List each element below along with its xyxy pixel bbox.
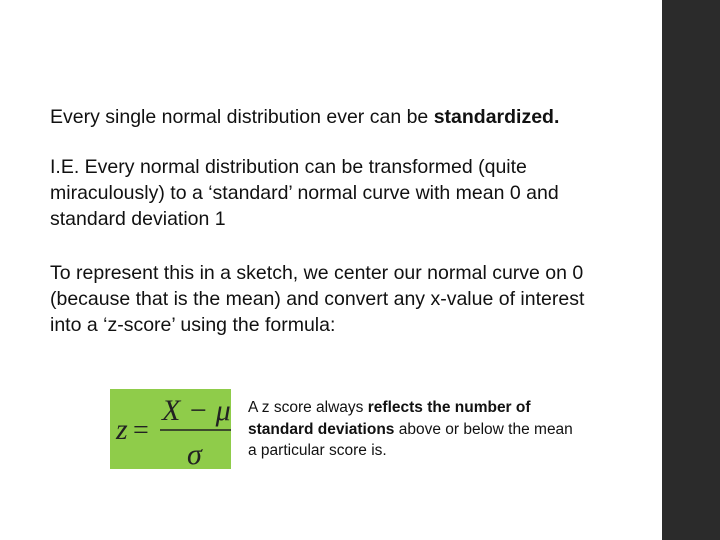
formula-numerator: X − μ (162, 394, 231, 427)
note-text1: A z score always (248, 399, 368, 416)
paragraph1-text: Every single normal distribution ever can be (50, 106, 434, 128)
formula-equals: = (133, 415, 149, 446)
paragraph-transformation: I.E. Every normal distribution can be transformed (quite miraculously) to a ‘standard’ normal curve with mean 0 and standard deviation 1 (50, 156, 559, 230)
note-text2: above or below the mean a particular score is. (248, 420, 573, 459)
right-sidebar-bar (662, 0, 720, 540)
z-score-note (248, 397, 578, 462)
paragraph-standardized (50, 104, 640, 130)
formula-denominator: σ (187, 438, 202, 469)
note-bold: reflects the number of standard deviations (248, 399, 531, 438)
z-score-formula (110, 389, 231, 469)
paragraph-sketch: To represent this in a sketch, we center our normal curve on 0 (because that is the mean) and convert any x-value of interest into a ‘z-score’ using the formula: (50, 262, 585, 336)
paragraph1-bold: standardized. (433, 106, 560, 128)
formula-lhs: z (116, 413, 128, 446)
